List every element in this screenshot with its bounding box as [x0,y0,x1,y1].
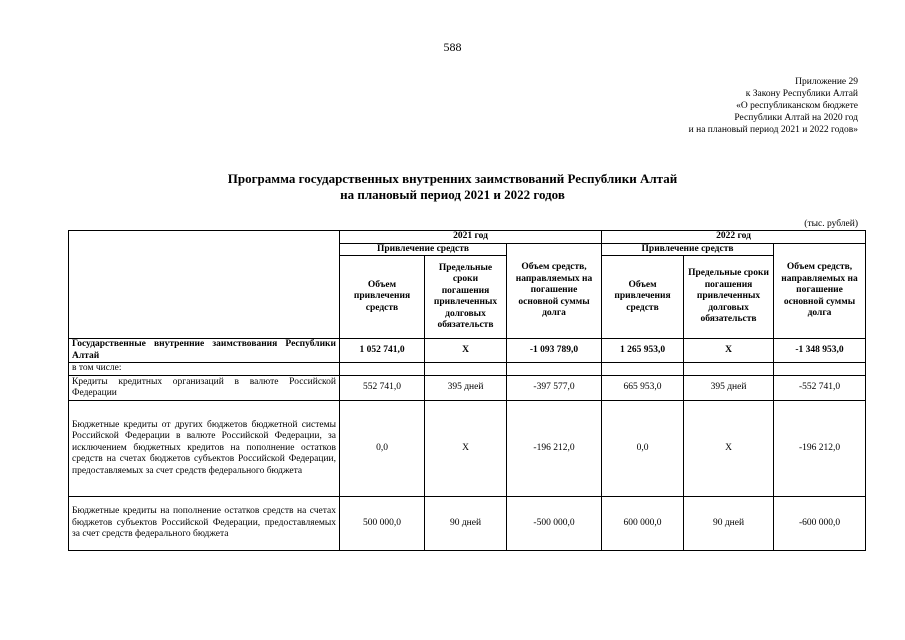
cell-value: 1 265 953,0 [602,339,684,363]
appendix-line: «О республиканском бюджете [736,101,858,111]
subgroup-header-2022: Привлечение средств [602,243,774,256]
units-note: (тыс. рублей) [804,219,858,229]
cell-value: 90 дней [684,497,774,551]
table-row [69,363,866,376]
cell-value: 552 741,0 [340,376,425,401]
borrowing-program-table [68,230,866,551]
title-line: Программа государственных внутренних заимствований Республики Алтай [227,171,678,186]
appendix-note [689,76,858,136]
col-volume-2022: Объем привлечения средств [602,256,684,339]
cell-value: -600 000,0 [774,497,866,551]
cell-value: -500 000,0 [507,497,602,551]
header-empty-cell [69,231,340,339]
appendix-line: к Закону Республики Алтай [745,89,858,99]
cell-value: 500 000,0 [340,497,425,551]
appendix-line: Республики Алтай на 2020 год [734,113,858,123]
col-repayment-2021: Объем средств, направляемых на погашение основной суммы долга [507,243,602,339]
cell-value: -397 577,0 [507,376,602,401]
row-label: Государственные внутренние заимствования Республики Алтай [69,339,340,363]
col-repayment-2022: Объем средств, направляемых на погашение основной суммы долга [774,243,866,339]
year-header-2022: 2022 год [602,231,866,244]
cell-value: -196 212,0 [507,401,602,497]
cell-value [507,363,602,376]
appendix-line: Приложение 29 [795,77,858,87]
cell-value: 395 дней [425,376,507,401]
col-terms-2021: Предельные сроки погашения привлеченных долговых обязательств [425,256,507,339]
table-row [69,497,866,551]
cell-value: -1 348 953,0 [774,339,866,363]
cell-value: 395 дней [684,376,774,401]
row-label: Кредиты кредитных организаций в валюте Российской Федерации [69,376,340,401]
appendix-line: и на плановый период 2021 и 2022 годов» [688,125,858,135]
row-label: Бюджетные кредиты от других бюджетов бюджетной системы Российской Федерации в валюте Российской Федерации, за исключением бюджетных кредитов на пополнение остатков средств на счетах бюджетов субъектов Российской Федерации, предоставляемых за счет средств федерального бюджета [69,401,340,497]
cell-value: X [684,401,774,497]
cell-value: 665 953,0 [602,376,684,401]
col-volume-2021: Объем привлечения средств [340,256,425,339]
title-line: на плановый период 2021 и 2022 годов [340,187,565,202]
table-row [69,376,866,401]
subgroup-header-2021: Привлечение средств [340,243,507,256]
col-terms-2022: Предельные сроки погашения привлеченных долговых обязательств [684,256,774,339]
cell-value: X [425,339,507,363]
cell-value: 0,0 [602,401,684,497]
cell-value [340,363,425,376]
document-title [0,171,905,203]
cell-value: 1 052 741,0 [340,339,425,363]
cell-value [602,363,684,376]
cell-value [774,363,866,376]
table-row [69,339,866,363]
cell-value: 0,0 [340,401,425,497]
cell-value [425,363,507,376]
row-label: в том числе: [69,363,340,376]
cell-value [684,363,774,376]
cell-value: X [684,339,774,363]
page-number: 588 [443,40,462,54]
cell-value: 90 дней [425,497,507,551]
cell-value: -1 093 789,0 [507,339,602,363]
year-header-2021: 2021 год [340,231,602,244]
cell-value: -196 212,0 [774,401,866,497]
cell-value: X [425,401,507,497]
row-label: Бюджетные кредиты на пополнение остатков средств на счетах бюджетов субъектов Российской Федерации, предоставляемых за счет средств федерального бюджета [69,497,340,551]
table-row [69,401,866,497]
cell-value: -552 741,0 [774,376,866,401]
cell-value: 600 000,0 [602,497,684,551]
